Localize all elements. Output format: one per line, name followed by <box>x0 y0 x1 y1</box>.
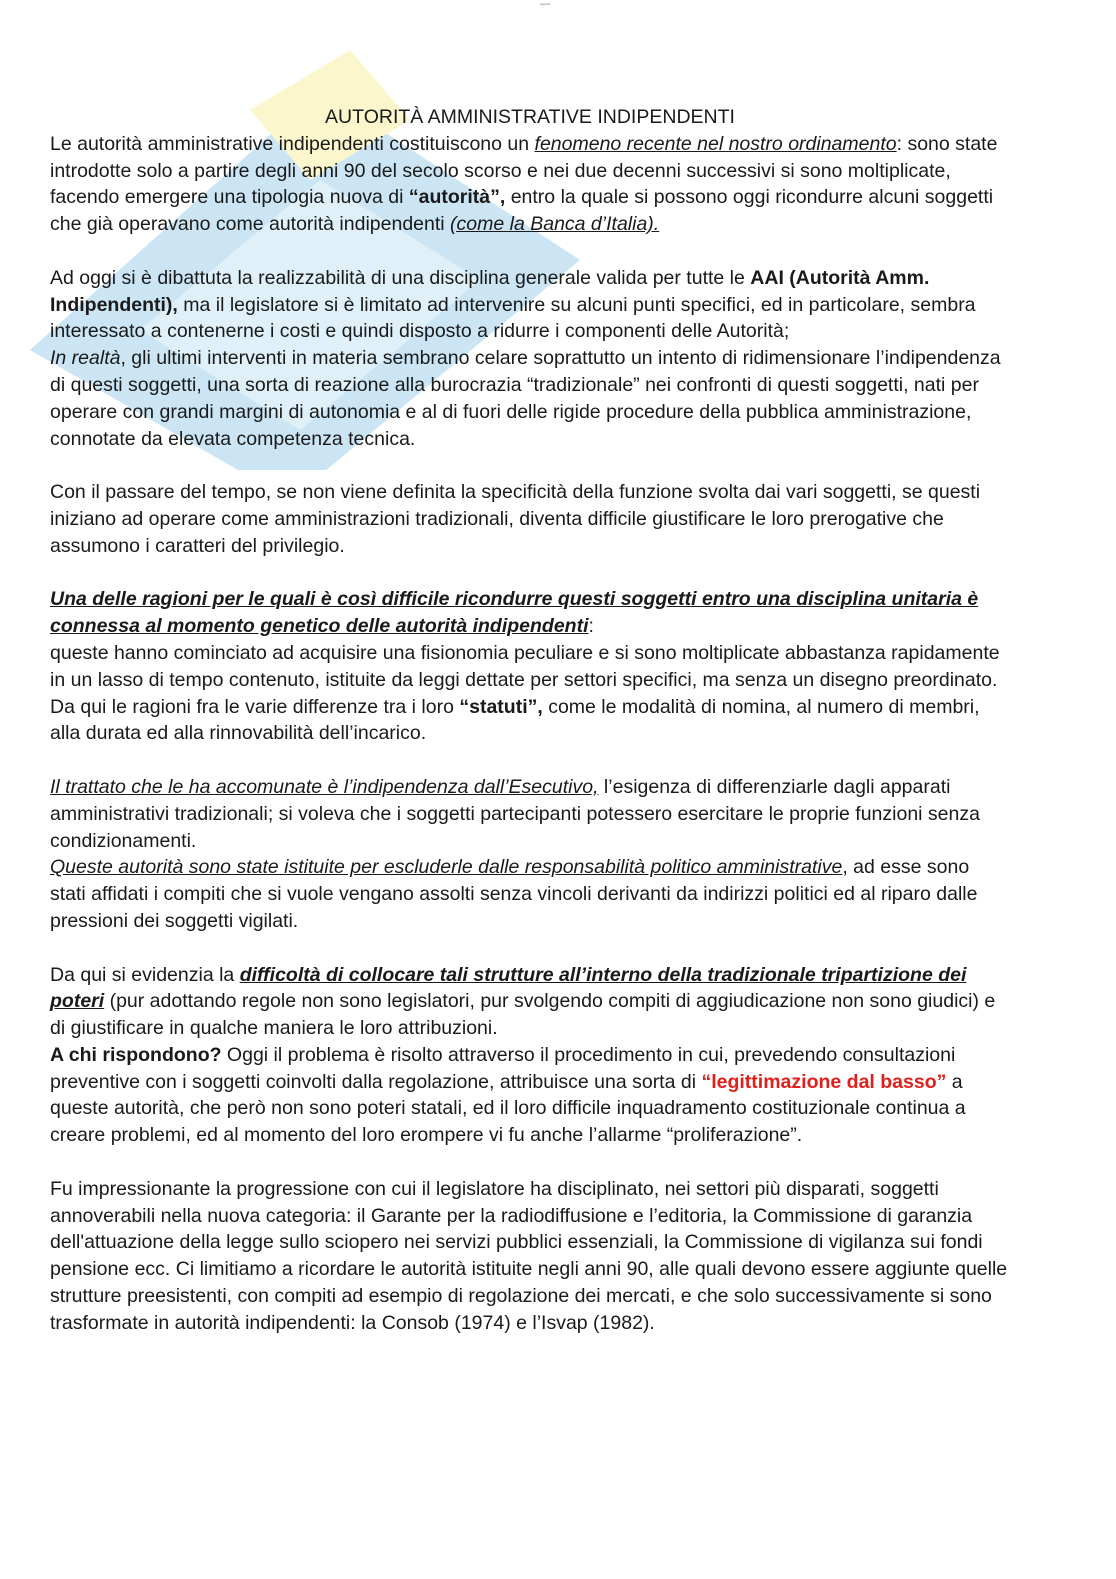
top-header-mark: Appunti <box>540 2 551 6</box>
paragraph-in-realta <box>50 345 1010 452</box>
paragraph-responsabilita <box>50 854 1010 934</box>
text: : sono state introdotte solo a partire degli anni 90 del secolo scorso e nei due decenni successivi si sono moltiplicate, facendo emergere una tipologia nuova di <box>50 132 998 209</box>
text: Le autorità amministrative indipendenti costituiscono un <box>50 132 535 155</box>
paragraph-ragioni <box>50 586 1010 747</box>
document-body <box>50 104 1010 1363</box>
paragraph-progressione: Fu impressionante la progressione con cui il legislatore ha disciplinato, nei settori più disparati, soggetti annoverabili nella nuova categoria: il Garante per la radiodiffusione e l’editoria, la Commissione di garanzia dell'attuazione della legge sullo sciopero nei servizi pubblici essenziali, la Commissione di vigilanza sui fondi pensione ecc. Ci limitiamo a ricordare le autorità istituite negli anni 90, alle quali devono essere aggiunte quelle strutture preesistenti, con compiti ad esempio di regolazione dei mercati, e che solo successivamente si sono trasformate in autorità indipendenti: la Consob (1974) e l’Isvap (1982). <box>50 1177 1008 1334</box>
paragraph-tempo: Con il passare del tempo, se non viene definita la specificità della funzione svolta dai vari soggetti, se questi iniziano ad operare come amministrazioni tradizionali, diventa difficile giustificare le loro prerogative che assumono i caratteri del privilegio. <box>50 481 981 557</box>
text: queste hanno cominciato ad acquisire una fisionomia peculiare e si sono moltiplicate abbastanza rapidamente in un lasso di tempo contenuto, istituite da leggi dettate per settori specifici, ma senza un disegno preordinato. Da qui le ragioni fra le varie differenze tra i loro <box>50 641 1000 718</box>
text: entro la quale si possono oggi ricondurre alcuni soggetti che già operavano come autorità indipendenti <box>50 186 994 236</box>
text: come le modalità di nomina, al numero di membri, alla durata ed alla rinnovabilità dell’incarico. <box>50 695 980 745</box>
emphasis-text: fenomeno recente nel nostro ordinamento <box>534 132 897 155</box>
paragraph-trattato <box>50 774 1010 854</box>
bold-text: “autorità”, <box>408 186 506 209</box>
red-highlight-text: “legittimazione dal basso” <box>701 1070 947 1093</box>
bold-text: A chi rispondono? <box>50 1043 222 1066</box>
emphasis-text: Queste autorità sono state istituite per escluderle dalle responsabilità politico amministrative <box>50 856 843 879</box>
bold-text: “statuti”, <box>459 695 543 718</box>
text: Oggi il problema è risolto attraverso il procedimento in cui, prevedendo consultazioni preventive con i soggetti coinvolti dalla regolazione, attribuisce una sorta di <box>50 1043 956 1093</box>
text: Ad oggi si è dibattuta la realizzabilità di una disciplina generale valida per tutte le <box>50 266 751 289</box>
text: : <box>588 615 594 638</box>
text: , gli ultimi interventi in materia sembrano celare soprattutto un intento di ridimensionare l’indipendenza di questi soggetti, una sorta di reazione alla burocrazia “tradizionale” nei confronti di questi soggetti, nati per operare con grandi margini di autonomia e al di fuori delle rigide procedure della pubblica amministrazione, connotate da elevata competenza tecnica. <box>50 347 1001 450</box>
paragraph-a-chi-rispondono <box>50 1042 1010 1149</box>
bold-emphasis-text: Una delle ragioni per le quali è così difficile ricondurre questi soggetti entro una disciplina unitaria è connessa al momento genetico delle autorità indipendenti <box>50 588 979 638</box>
text: (pur adottando regole non sono legislatori, pur svolgendo compiti di aggiudicazione non sono giudici) e di giustificare in qualche maniera le loro attribuzioni. <box>50 990 996 1040</box>
paragraph-tripartizione <box>50 962 1010 1042</box>
bold-text: AAI (Autorità Amm. Indipendenti), <box>50 266 930 316</box>
text: l’esigenza di differenziarle dagli apparati amministrativi tradizionali; si voleva che i soggetti partecipanti potessero esercitare le proprie funzioni senza condizionamenti. <box>50 775 980 852</box>
italic-text: In realtà <box>50 347 121 370</box>
text: a queste autorità, che però non sono poteri statali, ed il loro difficile inquadramento costituzionale continua a creare problemi, ed al momento del loro erompere vi fu anche l’allarme “proliferazione”. <box>50 1070 966 1147</box>
text: ma il legislatore si è limitato ad intervenire su alcuni punti specifici, ed in particolare, sembra interessato a contenerne i costi e quindi disposto a ridurre i componenti delle Autorità; <box>50 293 976 343</box>
bold-emphasis-text: difficoltà di collocare tali strutture all’interno della tradizionale tripartizione dei poteri <box>50 963 967 1013</box>
text: , ad esse sono stati affidati i compiti che si vuole vengano assolti senza vincoli derivanti da indirizzi politici ed al riparo dalle pressioni dei soggetti vigilati. <box>50 856 978 932</box>
text: Da qui si evidenzia la <box>50 963 240 986</box>
paragraph-aai <box>50 265 1010 345</box>
page-title: AUTORITÀ AMMINISTRATIVE INDIPENDENTI <box>325 106 735 128</box>
emphasis-text: Il trattato che le ha accomunate è l’indipendenza dall’Esecutivo, <box>50 775 599 798</box>
paragraph-intro <box>50 131 1010 238</box>
emphasis-text: (come la Banca d’Italia). <box>450 213 660 236</box>
